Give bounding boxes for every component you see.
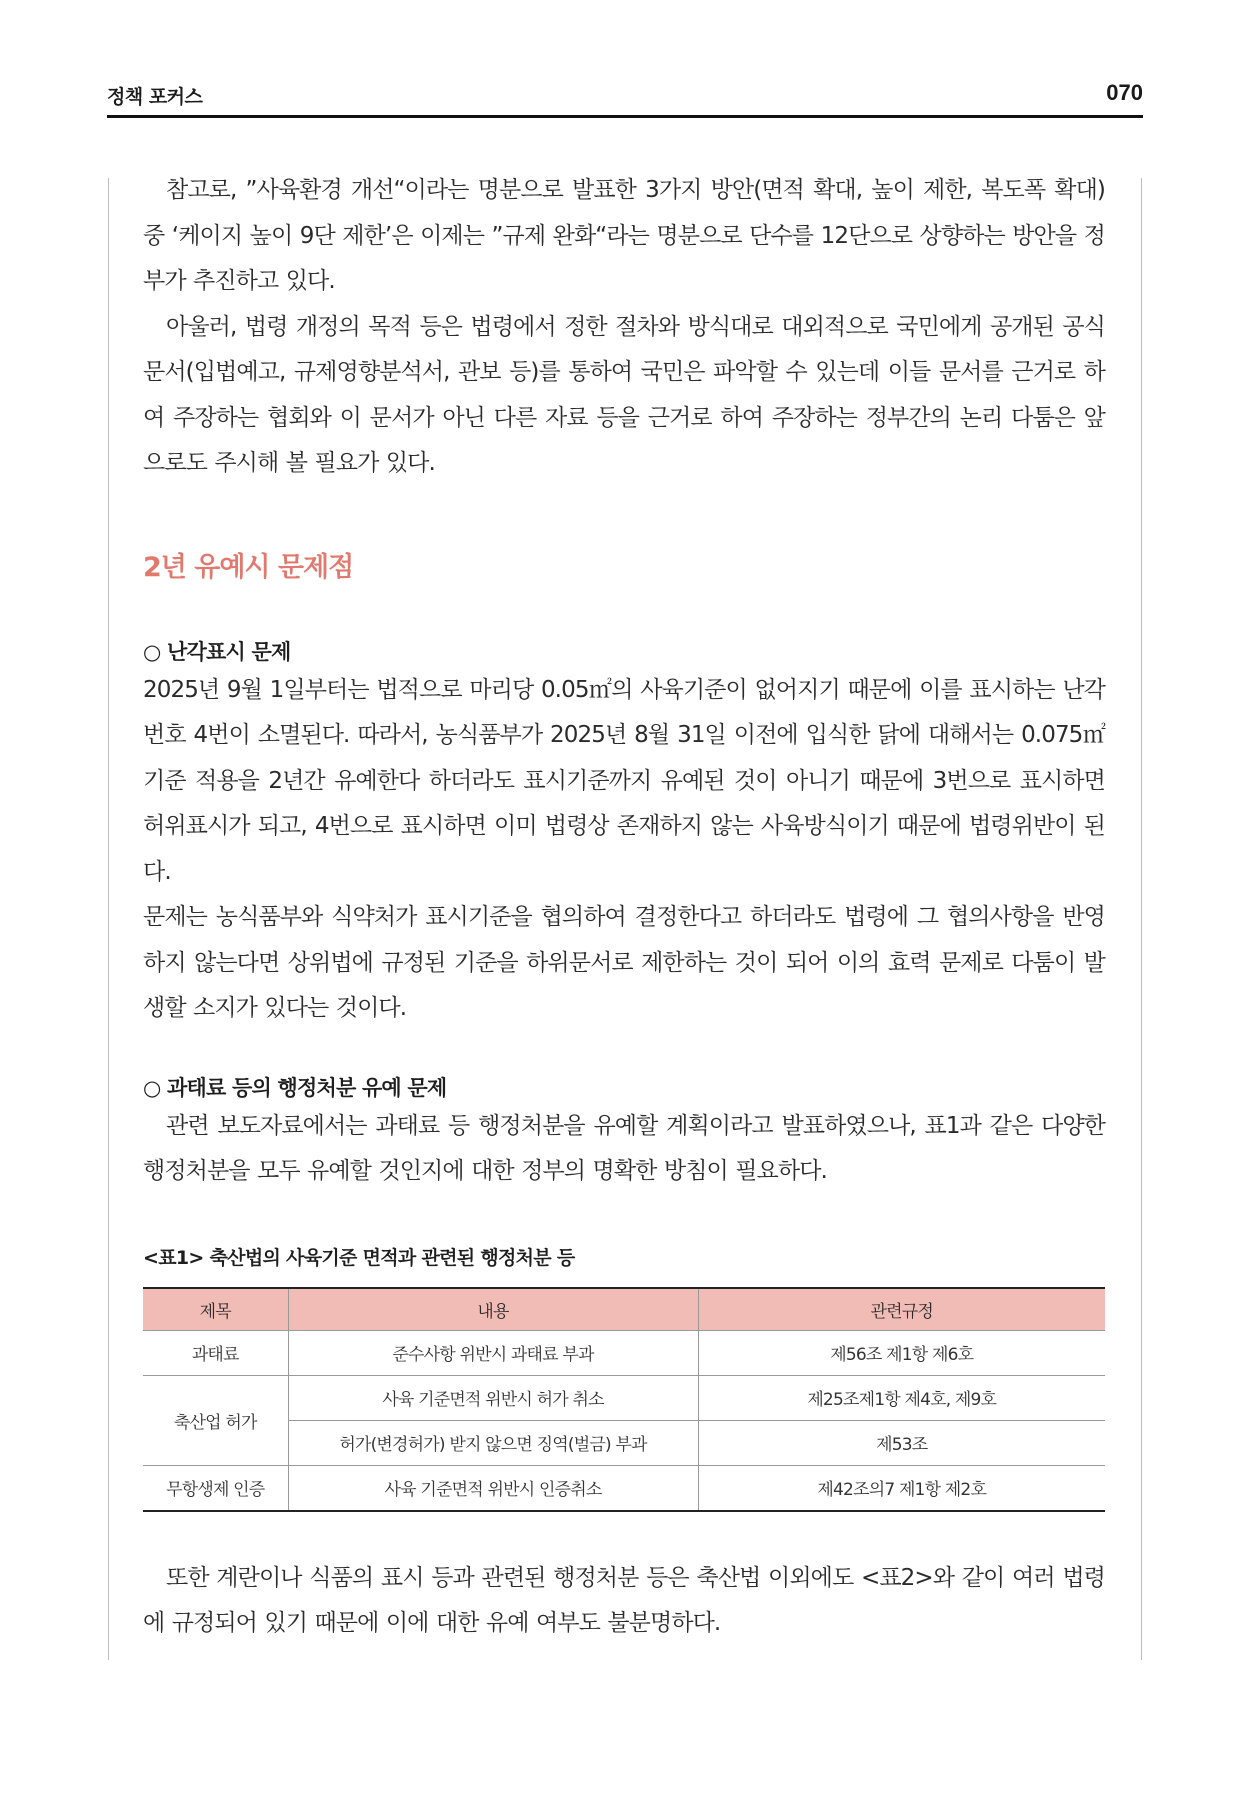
table-row [143, 1330, 1105, 1375]
table-row [143, 1465, 1105, 1511]
intro-paragraph-2: 아울러, 법령 개정의 목적 등은 법령에서 정한 절차와 방식대로 대외적으로 국민에게 공개된 공식문서(입법예고, 규제영향분석서, 관보 등)를 통하여 국민은 파악할 수 있는데 이들 문서를 근거로 하여 주장하는 협회와 이 문서가 아닌 다른 자료 등을 근거로 하여 주장하는 정부간의 논리 다툼은 앞으로도 주시해 볼 필요가 있다. [143, 313, 1105, 476]
table-cell-rule: 제53조 [698, 1420, 1105, 1465]
table-cell-rule: 제56조 제1항 제6호 [698, 1330, 1105, 1375]
issue-1-paragraph-2: 문제는 농식품부와 식약처가 표시기준을 협의하여 결정한다고 하더라도 법령에 그 협의사항을 반영하지 않는다면 상위법에 규정된 기준을 하위문서로 제한하는 것이 되어 이의 효력 문제로 다툼이 발생할 소지가 있다는 것이다. [143, 904, 1105, 1021]
table-header-row [143, 1288, 1105, 1331]
issue-2-paragraph-1: 관련 보도자료에서는 과태료 등 행정처분을 유예할 계획이라고 발표하였으나, 표1과 같은 다양한 행정처분을 모두 유예할 것인지에 대한 정부의 명확한 방침이 필요하다. [143, 1112, 1105, 1184]
issue-2-heading: ○ 과태료 등의 행정처분 유예 문제 [143, 1075, 447, 1100]
right-margin-rule [1141, 178, 1142, 1660]
issue-1-heading: ○ 난각표시 문제 [143, 639, 291, 664]
table-cell-title: 무항생제 인증 [143, 1465, 288, 1511]
table-cell-rule: 제25조제1항 제4호, 제9호 [698, 1375, 1105, 1420]
table-cell-content: 준수사항 위반시 과태료 부과 [288, 1330, 698, 1375]
article-body [143, 168, 1105, 1647]
table-cell-title: 축산업 허가 [143, 1375, 288, 1465]
section-heading: 2년 유예시 문제점 [143, 551, 354, 583]
table-cell-content: 허가(변경허가) 받지 않으면 징역(벌금) 부과 [288, 1420, 698, 1465]
table-caption: <표1> 축산법의 사육기준 면적과 관련된 행정처분 등 [143, 1246, 575, 1269]
issue-1-paragraph-1: 2025년 9월 1일부터는 법적으로 마리당 0.05㎡의 사육기준이 없어지기 때문에 이를 표시하는 난각번호 4번이 소멸된다. 따라서, 농식품부가 2025년 8월 31일 이전에 입식한 닭에 대해서는 0.075㎡ 기준 적용을 2년간 유예한다 하더라도 표시기준까지 유예된 것이 아니기 때문에 3번으로 표시하면 허위표시가 되고, 4번으로 표시하면 이미 법령상 존재하지 않는 사육방식이기 때문에 법령위반이 된다. [143, 676, 1105, 885]
header-rule [107, 115, 1143, 118]
sanctions-table [143, 1287, 1105, 1512]
intro-paragraph-1: 참고로, ”사육환경 개선“이라는 명분으로 발표한 3가지 방안(면적 확대, 높이 제한, 복도폭 확대) 중 ‘케이지 높이 9단 제한’은 이제는 ”규제 완화“라는 명분으로 단수를 12단으로 상향하는 방안을 정부가 추진하고 있다. [143, 177, 1105, 294]
table-cell-rule: 제42조의7 제1항 제2호 [698, 1465, 1105, 1511]
table-header-rule: 관련규정 [698, 1288, 1105, 1331]
table-row [143, 1420, 1105, 1465]
table-cell-content: 사육 기준면적 위반시 허가 취소 [288, 1375, 698, 1420]
table-row [143, 1375, 1105, 1420]
running-section-title: 정책 포커스 [107, 86, 203, 108]
closing-paragraph: 또한 계란이나 식품의 표시 등과 관련된 행정처분 등은 축산법 이외에도 <표2>와 같이 여러 법령에 규정되어 있기 때문에 이에 대한 유예 여부도 불분명하다. [143, 1564, 1105, 1636]
table-cell-title: 과태료 [143, 1330, 288, 1375]
table-cell-content: 사육 기준면적 위반시 인증취소 [288, 1465, 698, 1511]
page-number: 070 [1106, 80, 1143, 105]
left-margin-rule [108, 178, 109, 1660]
table-header-content: 내용 [288, 1288, 698, 1331]
table-header-title: 제목 [143, 1288, 288, 1331]
